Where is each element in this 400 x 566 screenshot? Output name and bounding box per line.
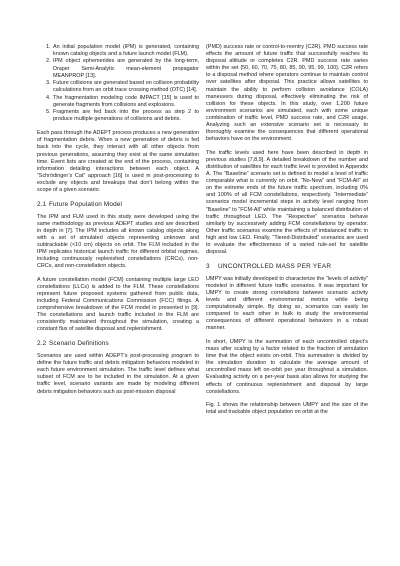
list-item: 4. The fragmentation modeling code IMPACT [15] is used to generate fragments from collisions and explosions. [52, 95, 199, 109]
paragraph: The traffic levels used here have been described in depth in previous studies [7,8,9]. A detailed breakdown of the number and distribution of satellites for each traffic level is provided in Appendix A. The “Baseline” scenario set is defined to model a level of traffic comparable what is currently on orbit. “No-New” and “FCM-All” sit on the extreme ends of the future traffic spectrum, including 0% and 100% of all FCM constellations, respectively. “Intermediate” scenarios model incremental steps in activity level ranging from “Baseline” to “FCM-All” while maintaining a balanced distribution of traffic throughout LEO. The “Respective” scenarios behave similarly by successively adding FCM constellations by operator. Other traffic scenarios examine the effects of imbalanced traffic in high and low LEO. Finally, “Tiered-Distributed” scenarios are used to evaluate the effectiveness of a varied rule-set for satellite disposal. [206, 149, 368, 256]
paragraph: In short, UMPY is the summation of each uncontrolled object’s mass after scaling by a factor related to the fraction of simulation time that the object exists on-orbit. This summation is divided by the simulation duration to calculate the average amount of uncontrolled mass left on-orbit per year throughout a simulation. Evaluating activity on a per-year basis also allows for studying the effects of continuous replenishment and disposal by large constellations. [206, 338, 368, 395]
right-column [206, 44, 368, 423]
section-heading [37, 340, 199, 347]
list-item: 5. Fragments are fed back into the process as step 2 to produce multiple generations of collisions and debris. [52, 109, 199, 123]
section-title: Scenario Definitions [49, 340, 109, 348]
left-column [37, 44, 199, 402]
section-number: 2.1 [37, 200, 47, 208]
list-item: 2. IPM object ephemerides are generated by the long-term, Draper Semi-Analytic mean-element propagator MEANPROP [13]. [52, 58, 199, 79]
paragraph: Scenarios are used within ADEPT’s post-processing program to define the future traffic and debris mitigation behaviors modeled in each future environment simulation. The traffic level defines what subset of FCM are to be included in the simulation. At a given traffic level, scenario variants are made by modeling different debris mitigation behaviors such as post-mission disposal [37, 353, 199, 395]
list-item: 1. An initial population model (IPM) is generated, containing known catalog objects and a future launch model (FLM). [52, 44, 199, 58]
section-title: Future Population Model [49, 200, 123, 208]
paragraph: Each pass through the ADEPT process produces a new generation of fragmentation debris. When a new generation of debris is fed back into the cycle, they interact with all other objects from previous generations, assuming they exist at the same simulation time. Event lists are created at the end of the process, containing information detailing interactions between each object. A “Schrödinger’s Cat” approach [16] is used in post-processing to exclude any objects and breakups that don’t belong within the scope of a given scenario. [37, 130, 199, 193]
section-heading [37, 201, 199, 208]
section-heading [206, 263, 368, 270]
paragraph: UMPY was initially developed to characterize the “levels of activity” modeled in different future traffic scenarios. It was important for UMPY to create strong correlations between scenario activity levels and different environmental metrics while being computationally simple. By doing so, scenarios can easily be compared to each other in bulk to study the environmental consequences of different operational behaviors in a robust manner. [206, 275, 368, 332]
section-title: UNCONTROLLED MASS PER YEAR [218, 262, 332, 270]
section-number: 3 [206, 262, 210, 270]
paragraph: The IPM and FLM used in this study were developed using the same methodology as previous ADEPT studies and are described in depth in [7]. The IPM includes all known catalog objects along with a set of simulated objects representing unknown and subtrackable (<10 cm) objects on orbit. The FLM included in the IPM replicates historical launch traffic for different orbital regimes, including continuously replenished constellations (CRCs), non-CRCs, and non-constellation objects. [37, 213, 199, 270]
paragraph: A future constellation model (FCM) containing multiple large LEO constellations (LLCs) is added to the FLM. These constellations represent future proposed systems gathered from public data, including Federal Communications Commission (FCC) filings. A comprehensive breakdown of the FCM model in presented in [9]. The constellations and launch traffic included in the FLM are consistently maintained throughout the simulation, creating a constant flux of satellite disposal and replenishment. [37, 276, 199, 333]
paragraph: (PMD) success rate or control-to-reentry (C2R). PMD success rate effects the amount of future traffic that successfully reaches its disposal altitude or completes C2R. PMD success rate varies within the set {50, 60, 70, 75, 80, 85, 90, 95, 99, 100}. C2R refers to a disposal method where operators continue to maintain control over satellites after disposal. This practice allows satellites to maintain the ability to perform collision avoidance (COLA) maneuvers during disposal, effectively eliminating the risk of collision for these objects. In this study, over 1,200 future environment scenarios are simulated, each with some unique combination of traffic level, PMD success rate, and C2R usage. Analyzing such an extensive scenario set is necessary to thoroughly examine the consequences that different operational behaviors have on the environment. [206, 44, 368, 143]
adept-process-list [37, 44, 199, 123]
list-item: 3. Future collisions are generated based on collision probability calculations from an orbit trace crossing method (OTC) [14]. [52, 80, 199, 94]
section-number: 2.2 [37, 340, 47, 348]
paragraph: Fig. 1 shows the relationship between UMPY and the size of the total and trackable object population on orbit at the [206, 402, 368, 416]
